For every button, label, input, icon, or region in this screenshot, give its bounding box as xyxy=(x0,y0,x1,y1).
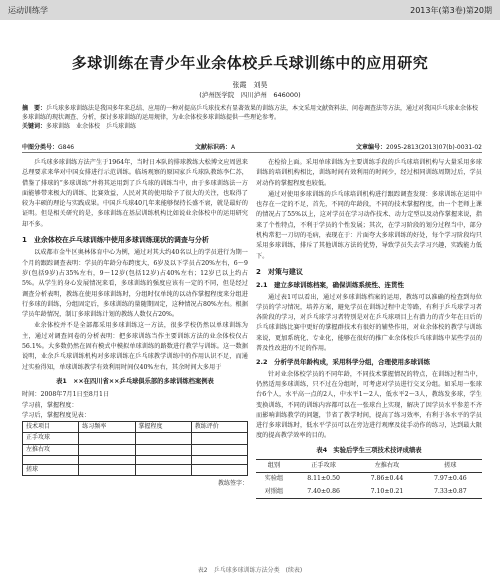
table-header-row xyxy=(23,422,248,433)
intro-paragraph: 乒乓球多球训练方法产生于1964年，当时日本队的排球教练大松博文应周恩来总理要求来华对中国女排进行示范训练。临场观察的原国家乒乓球队教练李仁苏，借鉴了排球的“多球训练”并将其运用到了乒乓球的训练当中，由于多球训练法一方面能够带来极大的训练、比赛效益，人民对其的使用给予了很大的关注，也取得了较为丰硕的理论与实践成果。中国乒乓球40几年来能够保持长盛不衰，就是最好的证明。但是相关研究的是，多球训练在基层训练机构比如说业余体校中的运用研究却不多。 xyxy=(22,159,248,228)
article-title: 多球训练在青少年业余体校乒乓球训练中的应用研究 xyxy=(71,54,429,72)
article-no-label: 文章编号： xyxy=(355,144,386,151)
table-cell: 搓球 xyxy=(23,465,79,476)
table-header-cell: 搓球 xyxy=(419,460,482,473)
table-header-cell: 组别 xyxy=(256,460,292,473)
right-paragraph-2: 通过对使用多球训练的乒乓球培训机构进行跟踪调查发现：多球训练在运用中也存在一定的不足，首先，不同的年龄段，不同的技术掌握程度，由一个老师上课的情况占了55%以上，这对学员在学习动作技术、动力定型以及动作掌握来说，指来了个性特点，不利于学员的个性发展；其次，在学习阶段的划分过程当中，部分机构常犯一刀切的毛病，表现在于：片面夸大多球训练的好处，每个学习阶段均只采用多球训练，排斥了其他训练方法的优势，导致学员失去学习兴趣，实践能力低下。 xyxy=(256,190,482,260)
table-cell: 7.86±0.44 xyxy=(370,475,404,483)
table-cell: 7.97±0.46 xyxy=(433,475,467,483)
table-row xyxy=(23,465,248,476)
journal-name: 运动训练学 xyxy=(8,5,48,15)
abstract-block xyxy=(22,104,482,132)
right-paragraph-3: 通过表1可以看出，通过对多球训练档案的运用，教练可以准确的检查到每位学员的学习情况，培养方案，避免学员在训练过程中走等路，有利于乒乓球学习者各阶段的学习，对乒乓球学习者特别是对在乒乓球项目上有潜力的青少年在日后的乒乓球训练比赛中更好的掌握群技术有很好的辅垫作用，对业余体校的教学与训练来说，更加系统化、专业化，能够在很好的推广业余体校乒乓球训练中某些学员的普及性改进的不足的作用。 xyxy=(256,293,482,353)
table-header-cell: 技术项目 xyxy=(23,422,79,433)
table-cell xyxy=(23,456,79,465)
doc-code-label: 文献标识码： xyxy=(194,144,231,151)
clc-value: G846 xyxy=(58,144,75,151)
table-cell: 7.10±0.21 xyxy=(355,486,418,499)
form-line-1: 时间：2008年7月1日至8月1日 xyxy=(22,391,110,399)
subsection-2-1-heading: 2.1 建立多球训练档案，确保训练系统性、连贯性 xyxy=(256,281,405,290)
doc-code-value: A xyxy=(231,144,236,151)
table-header-cell: 左推右攻 xyxy=(355,460,418,473)
table-cell xyxy=(135,456,191,465)
table-cell xyxy=(191,456,247,465)
table-header-cell: 正手攻球 xyxy=(292,460,355,473)
table-cell: 7.40±0.86 xyxy=(292,486,355,499)
table-cell xyxy=(79,456,135,465)
table-cell: 实验组 xyxy=(264,475,284,483)
classification-row xyxy=(22,142,482,151)
table-row xyxy=(23,456,248,465)
results-table xyxy=(256,459,482,499)
clc-label: 中图分类号： xyxy=(22,144,59,151)
table-cell xyxy=(135,433,191,444)
subsection-2-2-heading: 2.2 分析学员年龄构成，采用科学分组，合理使用多球训练 xyxy=(256,358,431,367)
form-line-3: 学习后，掌握程度见表： xyxy=(22,411,91,419)
table-header-row xyxy=(256,460,482,473)
table-header-cell: 练习频率 xyxy=(79,422,135,433)
abstract-label: 摘 要： xyxy=(22,105,47,112)
table-cell: 左推右攻 xyxy=(23,444,79,455)
form-line-2: 学习前，掌握程度： xyxy=(22,401,78,409)
right-paragraph-4: 针对业余体校学员的不同年龄，不同技术掌握情况的特点，在训练过程当中，仍然适用多球训练，只不过在分组时，可考虑对学员进行交叉分组。如采用一张球台6个人，水平高一点的2人，中水平1～2人，低水平2～3人，教练发多球，学生变换训练，不同的训练内容都可以在一张球台上实现，解决了因学员水平参差不齐而影响训练教学的问题，节省了教学时间，提高了练习效率，有利于各水平的学员进行多球训练时，低水平学员可以在旁边进行观摩及徒手动作的练习，达到最大限度的提高教学效率的目的。 xyxy=(256,370,482,440)
table-cell xyxy=(191,465,247,476)
coach-signature-line: 教练签字： xyxy=(217,480,248,488)
table-1-caption: 表1 ××在四川省××乒乓球俱乐部的多球训练档案例表 xyxy=(56,377,214,385)
table-cell xyxy=(191,444,247,455)
table-header-cell: 掌握程度 xyxy=(135,422,191,433)
abstract-text: 乒乓球多球训练法是我国多年来总结、应用的一种对提高乒乓球技术有显著效果的训练方法，本文采用文献资料法、问卷调查法等方法，通过对我国乒乓球业余体校多球训练的现状调查、分析，探讨多球训练的运用规律，为业余体校多球训练提供一些理论参考。 xyxy=(22,105,479,122)
table-4-caption: 表4 实验后学生三项技术技评成绩表 xyxy=(316,446,422,454)
table-cell: 正手攻球 xyxy=(23,433,79,444)
table-row xyxy=(23,444,248,455)
article-authors: 张霞 刘昊 xyxy=(232,81,268,89)
table-header-cell: 教练评价 xyxy=(191,422,247,433)
table-row xyxy=(256,486,482,499)
section-2-heading: 2 对策与建议 xyxy=(256,267,303,276)
table-cell: 对照组 xyxy=(256,486,292,499)
training-record-table xyxy=(22,421,248,476)
article-no-value: 2095-2813(2013)07(b)-0031-02 xyxy=(385,144,482,151)
keywords-text: 多球训练 业余体校 乒乓球训练 xyxy=(46,123,137,131)
issue-info: 2013年(第3卷)第20期 xyxy=(410,5,492,15)
table-cell xyxy=(135,444,191,455)
table-cell xyxy=(191,433,247,444)
table-cell: 8.11±0.50 xyxy=(307,475,340,483)
footer-table-caption: 表2 乒乓球多球训练方法分类 (续表) xyxy=(197,567,303,574)
table-cell xyxy=(135,465,191,476)
header-divider xyxy=(22,152,482,153)
running-header xyxy=(0,0,500,20)
article-affiliation: (泸州医学院 四川泸州 646000) xyxy=(199,91,301,99)
table-cell xyxy=(79,444,135,455)
section-1-heading: 1 业余体校在乒乓球训练中使用多球训练现状的调查与分析 xyxy=(22,236,209,245)
keywords-label: 关键词： xyxy=(22,123,47,131)
table-row xyxy=(256,473,482,486)
right-column xyxy=(256,158,482,499)
table-cell: 7.33±0.87 xyxy=(419,486,482,499)
section-1-paragraph-2: 业余体校并不是全部都采用多球训练这一方法，很多学校仍然以单球训练为主，通过对调查问卷的分析表明：把多球训练当作主要训练方法的业余体校仅占56.1%。大多数仍然在固有模式中模拟单球训练的路数进行教学与训练。这一数据说明，业余乒乓球训练机构对多球训练在乒乓球教学训练中的作用认识不足，而通过实验得知，单球训练教学有效利用时间仅40%左右，其余时间大多用于 xyxy=(22,322,248,371)
right-paragraph-1: 在检拾上面。采用单球训练为主要训练手段的乒乓球培训机构与大量采用多球训练的培训机构相比，训练时间有效利用的时间少，经过相同训练周期过后，学员对动作的掌握程度也较低。 xyxy=(256,159,482,187)
table-cell xyxy=(79,465,135,476)
left-column xyxy=(22,158,248,490)
table-row xyxy=(23,433,248,444)
section-1-paragraph-1: 以成都市金牛区奥林体育中心为例，通过对其大约40名以上的学员进行为期一个月的跟踪调查表明：学员的年龄分布跨度大，6岁及以下学员占20%左右，6～9岁(包括9岁)占35%左右，9～12岁(包括12岁)占40%左右；12岁已以上约占5%。从学生的身心发展情况来看，多球训练的强度应该有一定的不同，但是经过调查分析表明，教练在使用多球训练时，分组时仅单纯的以动作掌握程度来分组进行多球的训练，分组固定后，多球训练的量随期固定，这种情况占80%左右。根据学员年龄情况，制订多球训练计划的教练人数仅占20%。 xyxy=(22,249,248,319)
table-cell xyxy=(79,433,135,444)
